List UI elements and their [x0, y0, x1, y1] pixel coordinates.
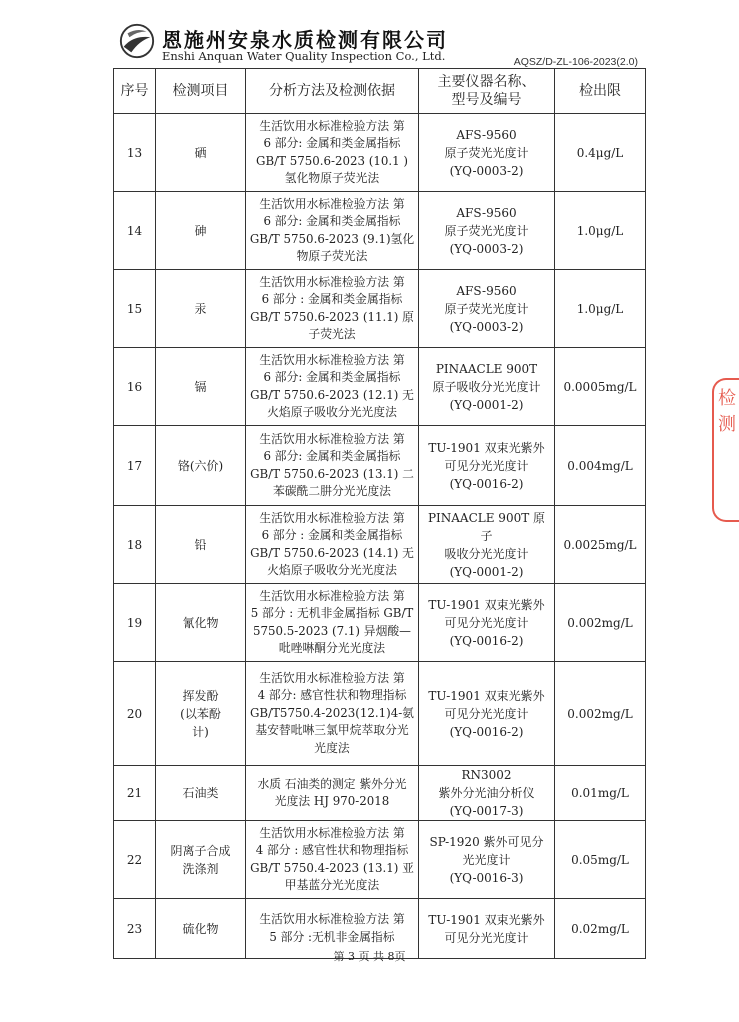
method-cell-line: GB/T 5750.6-2023 (10.1 ) [256, 153, 408, 168]
item-cell-line: 镉 [194, 379, 207, 394]
method-cell [246, 192, 419, 270]
method-cell-line: GB/T 5750.6-2023 (12.1) 无 [250, 387, 414, 402]
method-cell-line: 氢化物原子荧光法 [284, 171, 380, 185]
item-cell-line: 挥发酚 [182, 688, 219, 703]
table-row [114, 348, 646, 426]
method-cell [246, 662, 419, 766]
document-code: AQSZ/D-ZL-106-2023(2.0) [513, 56, 638, 68]
instrument-cell [419, 506, 555, 584]
seal-text: 检测 [718, 388, 736, 435]
method-cell-line: 生活饮用水标准检验方法 第 [259, 118, 405, 133]
method-cell-line: GB/T 5750.4-2023 (13.1) 亚 [250, 860, 414, 875]
method-cell-line: 4 部分: 感官性状和物理指标 [257, 688, 407, 703]
instrument-cell [419, 662, 555, 766]
item-cell-line: 计) [192, 724, 209, 739]
company-name-cn: 恩施州安泉水质检测有限公司 [162, 28, 448, 52]
item-cell [156, 662, 246, 766]
method-cell [246, 584, 419, 662]
instrument-cell-line: 光光度计 [462, 852, 511, 867]
item-cell [156, 821, 246, 899]
header-limit: 检出限 [555, 69, 646, 114]
serial-cell: 15 [114, 270, 156, 348]
serial-cell: 18 [114, 506, 156, 584]
header-item: 检测项目 [156, 69, 246, 114]
instrument-cell-line: 原子荧光光度计 [444, 145, 529, 160]
method-cell [246, 114, 419, 192]
instrument-cell [419, 114, 555, 192]
method-cell-line: GB/T 5750.6-2023 (14.1) 无 [250, 545, 414, 560]
table-row [114, 192, 646, 270]
method-cell-line: GB/T 5750.6-2023 (11.1) 原 [250, 309, 414, 324]
method-cell-line: 火焰原子吸收分光光度法 [267, 563, 397, 577]
instrument-cell-line: RN3002 [461, 768, 512, 782]
method-cell-line: 5 部分 :无机非金属指标 [269, 929, 395, 944]
instrument-cell-line: 原子荧光光度计 [444, 223, 529, 238]
instrument-cell-line: PINAACLE 900T 原子 [427, 510, 546, 543]
serial-cell: 13 [114, 114, 156, 192]
instrument-cell [419, 584, 555, 662]
limit-cell: 1.0μg/L [555, 192, 646, 270]
instrument-cell-line: AFS-9560 [456, 127, 517, 142]
method-cell-line: 5750.5-2023 (7.1) 异烟酸— [253, 623, 411, 638]
item-cell [156, 114, 246, 192]
instrument-cell [419, 766, 555, 821]
instrument-cell-line: PINAACLE 900T [435, 361, 538, 376]
item-cell-line: 硒 [194, 145, 207, 160]
instrument-cell-line: 可见分光光度计 [444, 706, 529, 721]
instrument-cell-line: 可见分光光度计 [444, 458, 529, 473]
method-cell [246, 270, 419, 348]
method-cell-line: 生活饮用水标准检验方法 第 [259, 274, 405, 289]
item-cell-line: 硫化物 [182, 921, 219, 936]
instrument-cell-line: (YQ-0017-3) [449, 804, 524, 818]
instrument-cell-line: 紫外分光油分析仪 [438, 786, 535, 800]
item-cell [156, 348, 246, 426]
table-row [114, 426, 646, 506]
method-cell-line: 基安替吡啉三氯甲烷萃取分光 [255, 723, 409, 738]
limit-cell: 0.002mg/L [555, 584, 646, 662]
instrument-cell-line: 吸收分光光度计 [444, 546, 529, 561]
instrument-cell-line: (YQ-0016-2) [449, 724, 524, 739]
item-cell-line: 洗涤剂 [182, 861, 219, 876]
method-cell [246, 821, 419, 899]
instrument-cell-line: TU-1901 双束光紫外 [428, 597, 545, 612]
instrument-cell-line: AFS-9560 [456, 205, 517, 220]
method-cell-line: 生活饮用水标准检验方法 第 [259, 431, 405, 446]
instrument-cell-line: (YQ-0016-2) [449, 633, 524, 648]
method-cell-line: 甲基蓝分光光度法 [284, 878, 380, 892]
item-cell-line: 砷 [194, 223, 207, 238]
serial-cell: 20 [114, 662, 156, 766]
limit-cell: 0.4μg/L [555, 114, 646, 192]
method-cell-line: GB/T5750.4-2023(12.1)4-氨 [250, 705, 414, 720]
method-cell-line: 生活饮用水标准检验方法 第 [259, 912, 405, 926]
method-cell-line: 生活饮用水标准检验方法 第 [259, 670, 405, 685]
method-cell [246, 426, 419, 506]
instrument-cell-line: TU-1901 双束光紫外 [428, 440, 545, 455]
instrument-cell [419, 348, 555, 426]
item-cell [156, 506, 246, 584]
item-cell-line: 铬(六价) [177, 458, 224, 473]
item-cell [156, 766, 246, 821]
limit-cell: 0.004mg/L [555, 426, 646, 506]
instrument-cell-line: (YQ-0003-2) [449, 163, 524, 178]
item-cell [156, 426, 246, 506]
instrument-cell-line: 可见分光光度计 [444, 930, 529, 945]
table-row [114, 766, 646, 821]
item-cell [156, 584, 246, 662]
method-cell-line: 6 部分: 金属和类金属指标 [263, 370, 401, 384]
method-cell-line: 6 部分 : 金属和类金属指标 [261, 292, 403, 306]
item-cell [156, 192, 246, 270]
serial-cell: 22 [114, 821, 156, 899]
table-header-row [114, 69, 646, 114]
table-row [114, 270, 646, 348]
company-logo-icon [118, 22, 156, 60]
item-cell-line: (以苯酚 [180, 706, 221, 721]
method-cell-line: 6 部分: 金属和类金属指标 [263, 136, 401, 150]
instrument-cell-line: (YQ-0016-3) [449, 870, 524, 885]
header-serial: 序号 [114, 69, 156, 114]
instrument-cell-line: (YQ-0003-2) [449, 241, 524, 256]
instrument-cell-line: (YQ-0001-2) [449, 397, 524, 412]
red-seal-stamp [712, 378, 739, 522]
serial-cell: 16 [114, 348, 156, 426]
method-cell-line: GB/T 5750.6-2023 (9.1)氢化 [249, 231, 415, 246]
method-cell-line: 生活饮用水标准检验方法 第 [259, 510, 405, 525]
item-cell [156, 270, 246, 348]
method-cell-line: 6 部分 : 金属和类金属指标 [261, 528, 403, 542]
serial-cell: 23 [114, 899, 156, 959]
method-cell-line: 物原子荧光法 [296, 249, 368, 263]
instrument-cell-line: 原子荧光光度计 [444, 301, 529, 316]
method-cell-line: 6 部分: 金属和类金属指标 [263, 449, 401, 463]
table-row [114, 506, 646, 584]
method-cell-line: 水质 石油类的测定 紫外分光 [257, 776, 407, 791]
method-cell-line: 火焰原子吸收分光光度法 [267, 405, 397, 419]
report-header [118, 20, 638, 70]
method-cell-line: 光度法 [314, 740, 350, 755]
method-cell [246, 506, 419, 584]
item-cell-line: 汞 [194, 301, 207, 316]
instrument-cell [419, 426, 555, 506]
item-cell-line: 氰化物 [182, 615, 219, 630]
instrument-cell-line: SP-1920 紫外可见分 [429, 834, 544, 849]
limit-cell: 0.0005mg/L [555, 348, 646, 426]
method-cell-line: 生活饮用水标准检验方法 第 [259, 352, 405, 367]
serial-cell: 14 [114, 192, 156, 270]
instrument-cell [419, 270, 555, 348]
serial-cell: 21 [114, 766, 156, 821]
limit-cell: 0.05mg/L [555, 821, 646, 899]
header-instrument: 主要仪器名称、 型号及编号 [419, 69, 555, 114]
table-row [114, 584, 646, 662]
header-method: 分析方法及检测依据 [246, 69, 419, 114]
method-cell-line: 生活饮用水标准检验方法 第 [259, 825, 405, 840]
method-cell-line: 苯碳酰二肼分光光度法 [273, 484, 391, 498]
table-row [114, 662, 646, 766]
method-cell-line: 5 部分 : 无机非金属指标 GB/T [250, 606, 414, 620]
page-number: 第 3 页 共 8页 [333, 950, 406, 963]
method-cell [246, 348, 419, 426]
instrument-cell [419, 192, 555, 270]
instrument-cell-line: (YQ-0003-2) [449, 319, 524, 334]
method-cell-line: 生活饮用水标准检验方法 第 [259, 196, 405, 211]
item-cell-line: 石油类 [182, 786, 219, 800]
instrument-cell-line: AFS-9560 [456, 283, 517, 298]
instrument-cell-line: 原子吸收分光光度计 [432, 379, 541, 394]
inspection-method-table [113, 68, 646, 959]
table-row [114, 821, 646, 899]
instrument-cell-line: TU-1901 双束光紫外 [428, 912, 545, 927]
instrument-cell-line: 可见分光光度计 [444, 615, 529, 630]
limit-cell: 0.002mg/L [555, 662, 646, 766]
limit-cell: 0.01mg/L [555, 766, 646, 821]
method-cell-line: 6 部分: 金属和类金属指标 [263, 214, 401, 228]
method-cell-line: 子荧光法 [308, 327, 356, 341]
instrument-cell-line: (YQ-0001-2) [449, 564, 524, 579]
method-cell-line: 光度法 HJ 970-2018 [274, 794, 390, 808]
item-cell-line: 铅 [194, 537, 207, 552]
item-cell-line: 阴离子合成 [170, 843, 231, 858]
instrument-cell [419, 821, 555, 899]
method-cell-line: 吡唑啉酮分光光度法 [278, 641, 386, 655]
limit-cell: 0.02mg/L [555, 899, 646, 959]
limit-cell: 1.0μg/L [555, 270, 646, 348]
serial-cell: 19 [114, 584, 156, 662]
instrument-cell-line: TU-1901 双束光紫外 [428, 688, 545, 703]
company-name-en: Enshi Anquan Water Quality Inspection Co., Ltd. [162, 49, 446, 63]
serial-cell: 17 [114, 426, 156, 506]
method-cell-line: GB/T 5750.6-2023 (13.1) 二 [250, 466, 414, 481]
method-cell-line: 4 部分 : 感官性状和物理指标 [255, 843, 409, 857]
table-row [114, 114, 646, 192]
limit-cell: 0.0025mg/L [555, 506, 646, 584]
method-cell [246, 766, 419, 821]
instrument-cell-line: (YQ-0016-2) [449, 476, 524, 491]
method-cell-line: 生活饮用水标准检验方法 第 [259, 588, 405, 603]
